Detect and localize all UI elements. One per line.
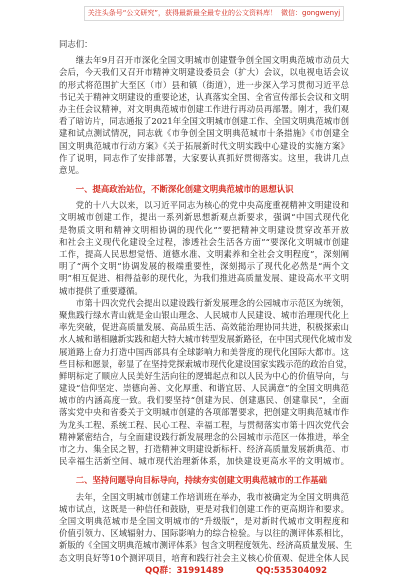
- text-line: 落实党中央和省委关于文明城市创建的各项部署要求，把创建文明典范城市作: [59, 407, 349, 418]
- document-text: [59, 54, 353, 564]
- text-line: 率先突破，促进高质量发展、高品质生活、高效能治理协同共进，积极探索山: [59, 322, 349, 333]
- banner-text: 关注头条号“公文研究”，获得最新最全最专业的公文资料库！: [87, 9, 278, 17]
- text-line: 去年，全国文明城市创建工作培训班在举办，我市被确定为全国文明典范: [75, 491, 349, 502]
- greeting: 同志们：: [59, 39, 93, 49]
- text-line: 明”相互促进、相得益彰的现代化，为我们推进高质量发展、建设高水平文明: [59, 273, 349, 284]
- text-line: 国文明典范城市行动方案》《关于拓展新时代文明实践中心建设的实施方案》: [59, 140, 349, 151]
- text-line: 明了“两个文明”协调发展的极端重要性，深刻揭示了现代化必然是“两个文: [59, 261, 349, 272]
- text-line: 精神紧密结合，与全面建设践行新发展理念的公园城市示范区一体推进，举全: [59, 431, 349, 442]
- text-line: 意见。: [59, 164, 85, 175]
- footer: [0, 566, 408, 577]
- text-line: 作了说明，同志作了安排部署，大家要认真抓好贯彻落实。这里，我讲几点: [59, 152, 349, 163]
- paragraph: [59, 54, 349, 176]
- paragraph: [59, 199, 349, 297]
- text-line: 书记关于精神文明建设的重要论述，认真落实全国、全省宣传部长会议和文明: [59, 91, 349, 102]
- qq-number: QQ:535304092: [256, 566, 328, 576]
- text-line: 城市提供了重要遵循。: [59, 285, 143, 296]
- text-line: 水人城和谐相融新实践和超大特大城市转型发展新路径，在中国式现代化城市发: [59, 334, 353, 345]
- wechat-id: 微信：gongwenyj: [281, 9, 341, 17]
- text-line: 继去年9月召开市深化全国文明城市创建暨争创全国文明典范城市动员大: [75, 55, 349, 66]
- paragraph: [59, 297, 353, 468]
- text-line: 新版的《全国文明典范城市测评体系》包含文明程度领先、经济高质量发展、生: [59, 540, 353, 551]
- text-line: 是物质文明和精神文明相协调的现代化”“要把精神文明建设贯穿改革开放: [59, 224, 349, 235]
- text-line: 工作，提高人民思想觉悟、道德水准、文明素养和全社会文明程度”，深刻阐: [59, 249, 349, 259]
- text-line: 态文明良好等10个测评项目，培育和践行社会主义核心价值观、促进全体人民: [59, 552, 349, 563]
- text-line: 会后，今天我们又召开市精神文明建设委员会（扩大）会议，以电视电话会议: [59, 67, 349, 78]
- text-line: 城市的内涵高度一致。我们要坚持“创建为民、创建惠民、创建靠民”，全面: [59, 395, 349, 406]
- text-line: 聚焦践行绿水青山就是金山银山理念、人民城市人民建设、城市治理现代化上: [59, 309, 349, 320]
- text-line: 民幸福生活新空间、城市现代治理新体系，加快建设更高水平的文明城市。: [59, 456, 349, 467]
- section-heading: 二、坚持问题导向目标导向，持续夯实创建文明典范城市的工作基础: [75, 475, 328, 486]
- text-line: 展道路上奋力打造中国西部具有全球影响力和美誉度的现代化国际大都市。这: [59, 346, 349, 357]
- text-line: 全国文明典范城市是全国文明城市的“升级版”，是对新时代城市文明程度和: [59, 515, 349, 526]
- text-line: 党的十八大以来，以习近平同志为核心的党中央高度重视精神文明建设和: [75, 200, 349, 211]
- text-line: 和社会主义现代化建设全过程，渗透社会生活各方面”“要深化文明城市创建: [59, 236, 349, 247]
- text-line: 看了暗访片，同志通报了2021年全国文明城市创建工作、全国文明典范城市创: [59, 116, 349, 127]
- section-heading: 一、提高政治站位，不断深化创建文明典范城市的思想认识: [75, 184, 294, 195]
- top-banner: [84, 6, 344, 21]
- text-line: 市第十四次党代会提出以建设践行新发展理念的公园城市示范区为统领，: [75, 297, 349, 308]
- document-body: [59, 38, 353, 564]
- text-line: 城市试点，这既是一种信任和鼓励，更是对我们创建工作的更高期许和要求。: [59, 503, 349, 514]
- paragraph: [59, 491, 353, 564]
- text-line: 为龙头工程、系统工程、民心工程、幸福工程，与贯彻落实市第十四次党代会: [59, 419, 349, 430]
- text-line: 文明城市创建工作，提出一系列新思想新观点新要求，强调“中国式现代化: [59, 212, 349, 223]
- text-line: 建设“信仰坚定、崇德向善、文化厚重、和谐宜居、人民满意”的全国文明典范: [59, 383, 349, 394]
- text-line: 些目标和愿景，彰显了在坚持党探索城市现代化建设国家实践示范的政治自觉，: [59, 358, 353, 369]
- text-line: 的形式将范围扩大至区（市）县和镇（街道），进一步深入学习贯彻习近平总: [59, 79, 349, 90]
- text-line: 价值引领力、区域辐射力、国际影响力的综合检验。与以往的测评体系相比，: [59, 528, 349, 539]
- text-line: 办主任会议精神，对文明典范城市创建工作进行再动员再部署。刚才，我们观: [59, 103, 349, 114]
- text-line: 市之力、集全民之智，打造精神文明建设新标杆、经济高质量发展新典范、市: [59, 444, 349, 454]
- text-line: 鲜明标定了顺应人民美好生活向往的逻辑起点和以人民为中心的价值导向，与: [59, 370, 349, 381]
- text-line: 建和试点测试情况，同志就《市争创全国文明典范城市十条措施》《市创建全: [59, 128, 349, 139]
- qq-group: QQ群：31991489: [145, 566, 224, 576]
